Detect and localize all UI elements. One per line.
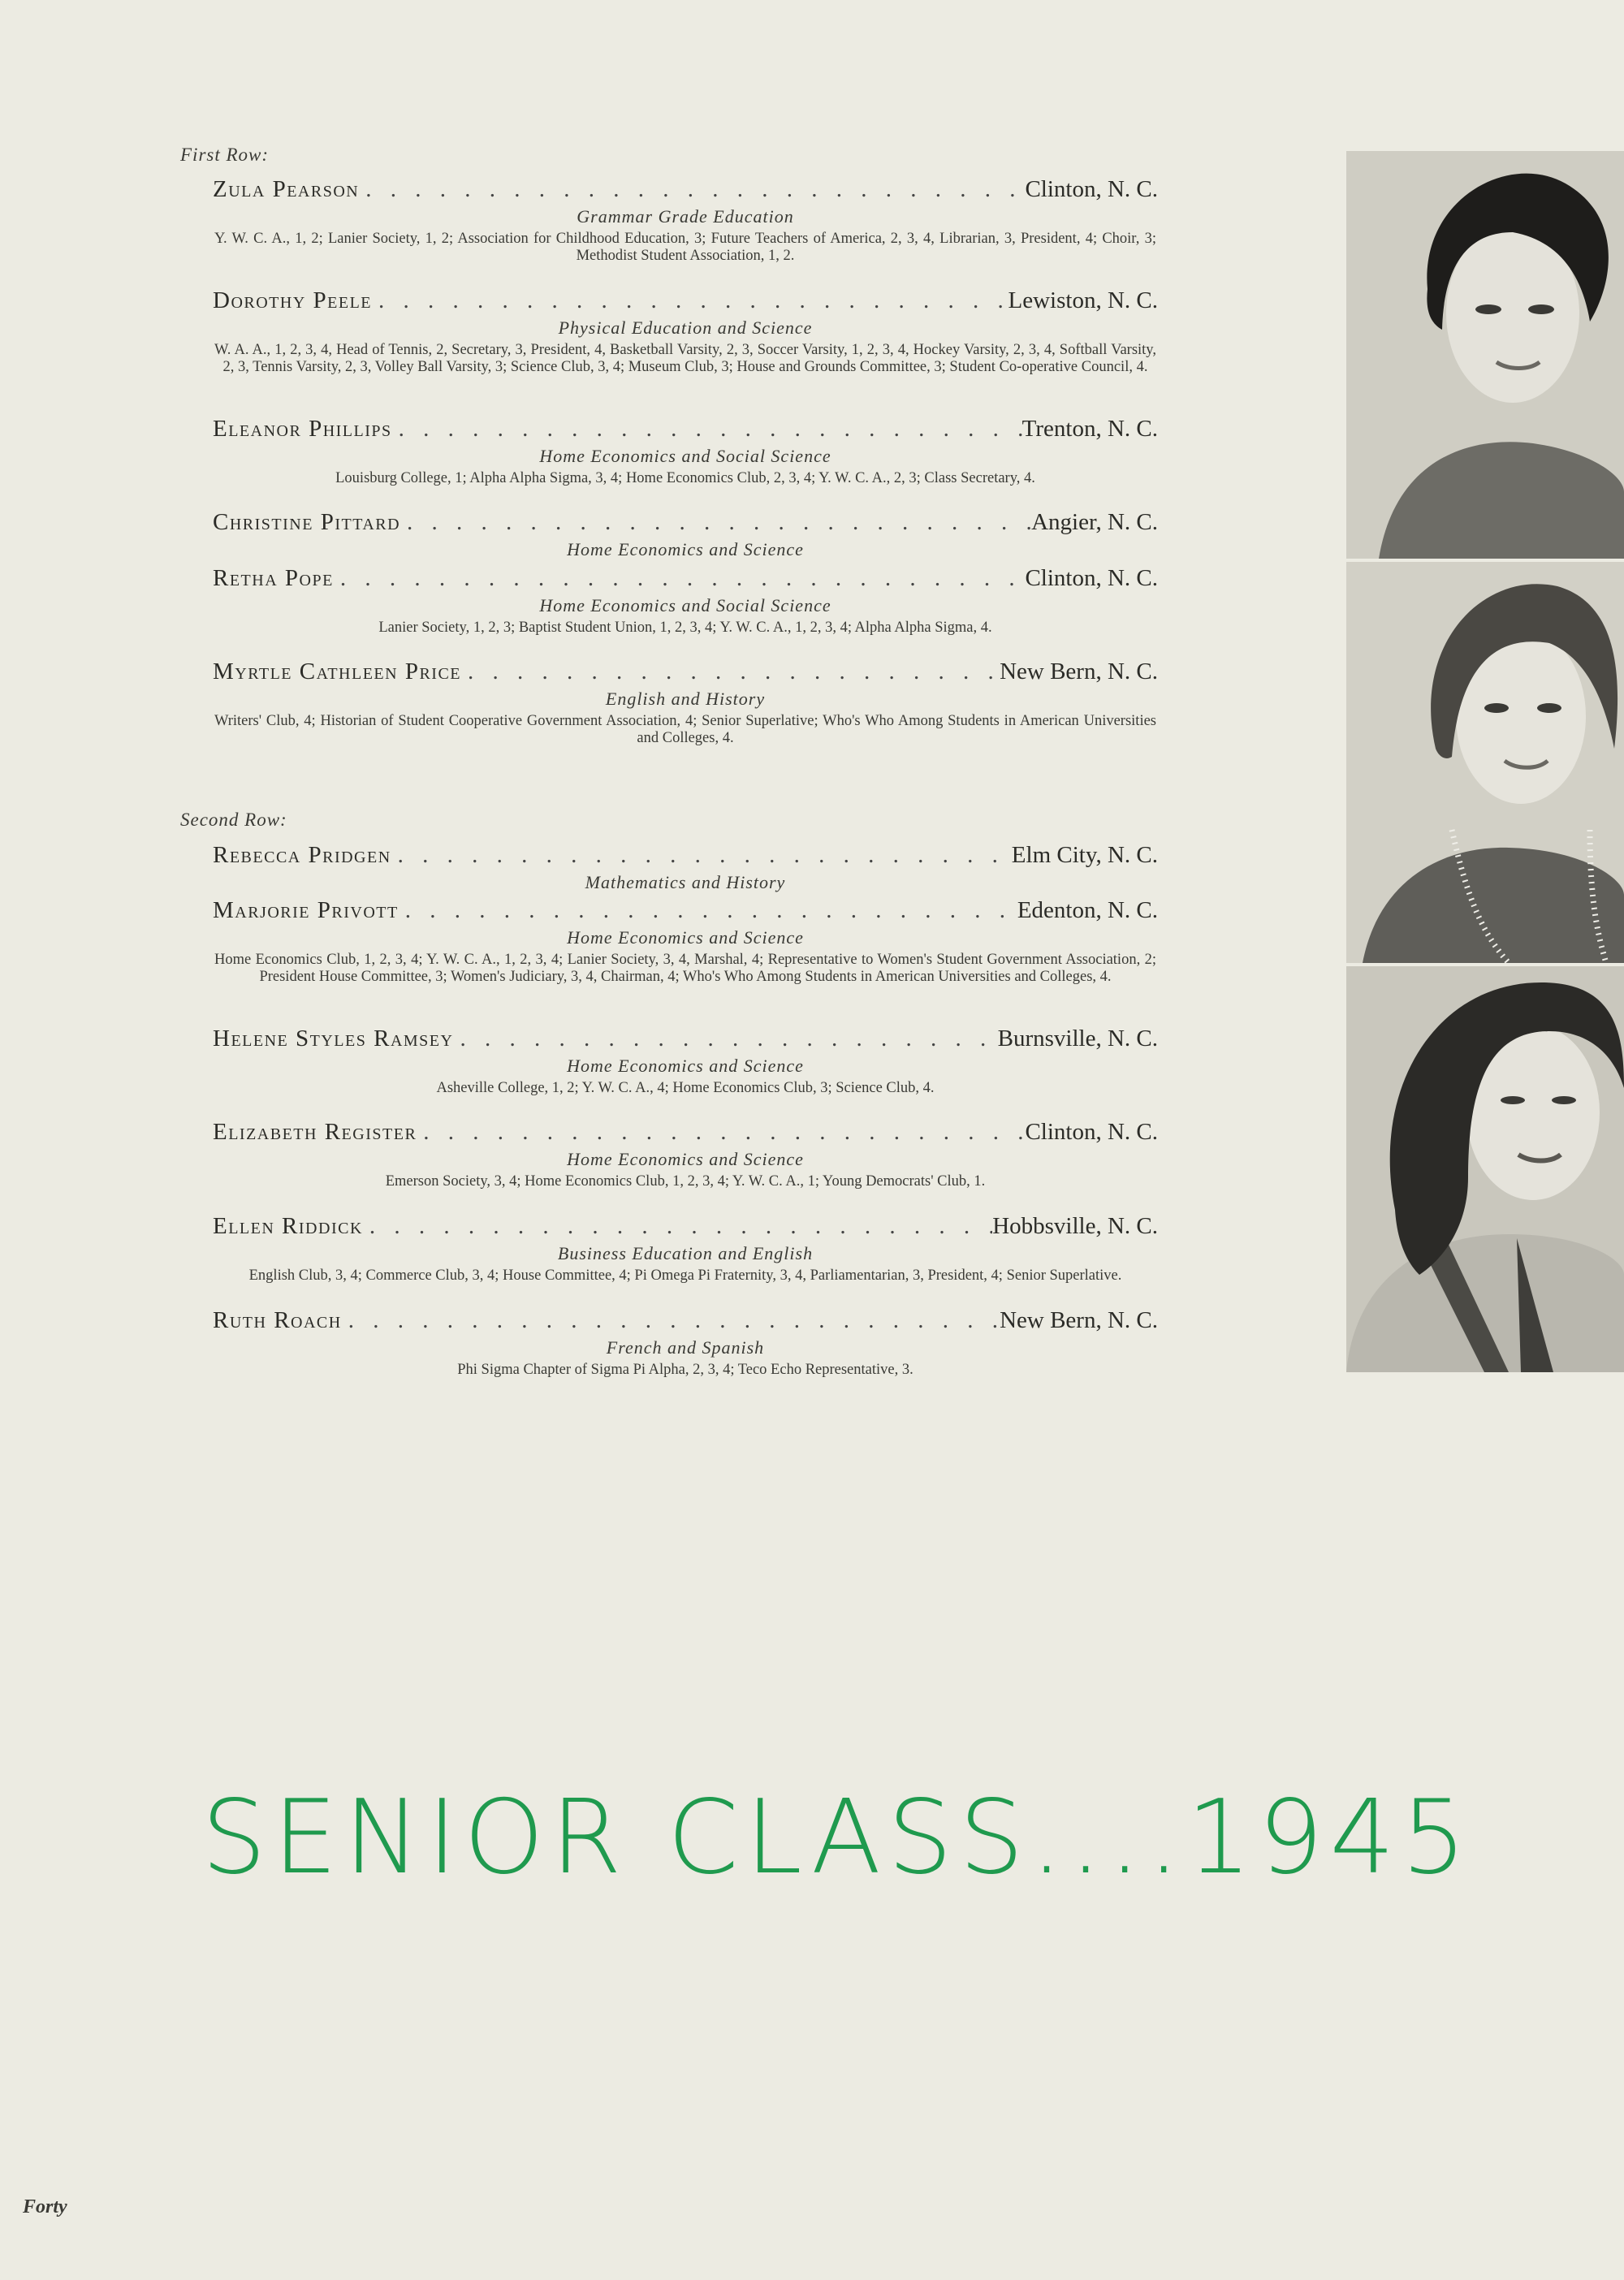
student-name: Rebecca Pridgen (213, 842, 391, 868)
portrait-image-icon (1346, 966, 1624, 1372)
leader-dots (342, 1306, 1000, 1335)
leader-dots (359, 175, 1025, 204)
student-major: Grammar Grade Education (577, 206, 794, 227)
entry-marjorie-privott (213, 896, 1158, 986)
student-major: Home Economics and Science (567, 1056, 804, 1076)
student-hometown: Edenton, N. C. (1017, 897, 1158, 923)
student-hometown: Burnsville, N. C. (997, 1026, 1158, 1051)
student-name: Myrtle Cathleen Price (213, 659, 462, 684)
first-row-label: First Row: (180, 145, 270, 165)
entry-ellen-riddick (213, 1211, 1158, 1285)
student-name: Ruth Roach (213, 1307, 342, 1333)
student-name: Elizabeth Register (213, 1119, 417, 1145)
entry-elizabeth-register (213, 1117, 1158, 1190)
student-activities: Writers' Club, 4; Historian of Student Cooperative Government Association, 4; Senior Superlative; Who's Who Among Students in American Universities and Colleges, 4. (214, 713, 1156, 746)
leader-dots (334, 564, 1026, 593)
leader-dots (453, 1024, 997, 1053)
entry-rebecca-pridgen (213, 840, 1158, 894)
leader-dots (417, 1117, 1025, 1146)
leader-dots (363, 1211, 992, 1241)
student-activities: W. A. A., 1, 2, 3, 4, Head of Tennis, 2, Secretary, 3, President, 4, Basketball Varsity, 2, 3, Soccer Varsity, 1, 2, 3, 4, Hockey Varsity, 2, 3, 4, Softball Varsity, 2, 3, Tennis Varsity, 2, 3, Volley Ball Varsity, 3; Science Club, 3, 4; Museum Club, 3; House and Grounds Committee, 3; Student Co-operative Council, 4. (214, 342, 1156, 375)
leader-dots (372, 286, 1009, 315)
student-activities: Asheville College, 1, 2; Y. W. C. A., 4; Home Economics Club, 3; Science Club, 4. (436, 1080, 935, 1096)
student-activities: Louisburg College, 1; Alpha Alpha Sigma, 3, 4; Home Economics Club, 2, 3, 4; Y. W. C. A., 2, 3; Class Secretary, 4. (335, 470, 1035, 486)
leader-dots (391, 840, 1012, 870)
leader-dots (400, 507, 1031, 537)
entry-eleanor-phillips (213, 414, 1158, 487)
page-number: Forty (23, 2196, 67, 2217)
entry-zula-pearson (213, 175, 1158, 265)
student-name: Eleanor Phillips (213, 416, 392, 442)
student-hometown: Clinton, N. C. (1025, 176, 1158, 202)
student-major: Home Economics and Social Science (539, 446, 831, 466)
student-activities: Phi Sigma Chapter of Sigma Pi Alpha, 2, 3, 4; Teco Echo Representative, 3. (457, 1362, 914, 1378)
student-major: Home Economics and Social Science (539, 595, 831, 615)
entry-myrtle-cathleen-price (213, 657, 1158, 747)
portrait-image-icon (1346, 151, 1624, 559)
student-activities: English Club, 3, 4; Commerce Club, 3, 4; House Committee, 4; Pi Omega Pi Fraternity, 3, 4, Parliamentarian, 3, President, 4; Senior Superlative. (248, 1267, 1122, 1284)
entry-helene-styles-ramsey (213, 1024, 1158, 1097)
student-activities: Y. W. C. A., 1, 2; Lanier Society, 1, 2; Association for Childhood Education, 3; Future Teachers of America, 2, 3, 4, Librarian, 3, President, 4; Choir, 3; Methodist Student Association, 1, 2. (214, 231, 1156, 264)
portrait-image-icon (1346, 562, 1624, 963)
student-activities: Lanier Society, 1, 2, 3; Baptist Student Union, 1, 2, 3, 4; Y. W. C. A., 1, 2, 3, 4; Alpha Alpha Sigma, 4. (378, 620, 992, 636)
portrait-photo-2 (1346, 562, 1624, 963)
student-major: English and History (605, 689, 766, 709)
student-name: Christine Pittard (213, 509, 401, 535)
entry-dorothy-peele (213, 286, 1158, 376)
leader-dots (392, 414, 1022, 443)
student-major: Mathematics and History (585, 872, 786, 892)
student-major: Business Education and English (557, 1243, 814, 1263)
student-activities: Emerson Society, 3, 4; Home Economics Club, 1, 2, 3, 4; Y. W. C. A., 1; Young Democrats' Club, 1. (385, 1173, 986, 1190)
student-hometown: Hobbsville, N. C. (992, 1213, 1158, 1239)
student-major: Home Economics and Science (567, 539, 804, 559)
student-hometown: Angier, N. C. (1031, 509, 1158, 535)
leader-dots (461, 657, 1000, 686)
student-hometown: Trenton, N. C. (1021, 416, 1158, 442)
leader-dots (399, 896, 1017, 925)
student-name: Marjorie Privott (213, 897, 399, 923)
student-hometown: Clinton, N. C. (1025, 565, 1158, 591)
student-hometown: Elm City, N. C. (1011, 842, 1158, 868)
student-name: Ellen Riddick (213, 1213, 363, 1239)
student-hometown: Clinton, N. C. (1025, 1119, 1158, 1145)
entry-retha-pope (213, 564, 1158, 637)
portrait-photo-1 (1346, 151, 1624, 559)
entry-ruth-roach (213, 1306, 1158, 1379)
student-name: Dorothy Peele (213, 287, 373, 313)
student-name: Retha Pope (213, 565, 334, 591)
student-activities: Home Economics Club, 1, 2, 3, 4; Y. W. C. A., 1, 2, 3, 4; Lanier Society, 3, 4, Marshal, 4; Representative to Women's Student Government Association, 2; President House Committee, 3; Women's Judiciary, 3, 4, Chairman, 4; Who's Who Among Students in American Universities and Colleges, 4. (214, 952, 1156, 985)
student-name: Helene Styles Ramsey (213, 1026, 454, 1051)
student-major: Physical Education and Science (558, 317, 813, 338)
student-major: French and Spanish (606, 1337, 765, 1358)
student-hometown: New Bern, N. C. (1000, 659, 1158, 684)
second-row-label: Second Row: (180, 810, 287, 830)
student-major: Home Economics and Science (567, 927, 804, 948)
student-major: Home Economics and Science (567, 1149, 804, 1169)
portrait-photo-3 (1346, 966, 1624, 1372)
student-name: Zula Pearson (213, 176, 360, 202)
senior-class-title: SENIOR CLASS....1945 (201, 1777, 1473, 1897)
student-hometown: Lewiston, N. C. (1008, 287, 1158, 313)
student-hometown: New Bern, N. C. (1000, 1307, 1158, 1333)
entry-christine-pittard (213, 507, 1158, 561)
